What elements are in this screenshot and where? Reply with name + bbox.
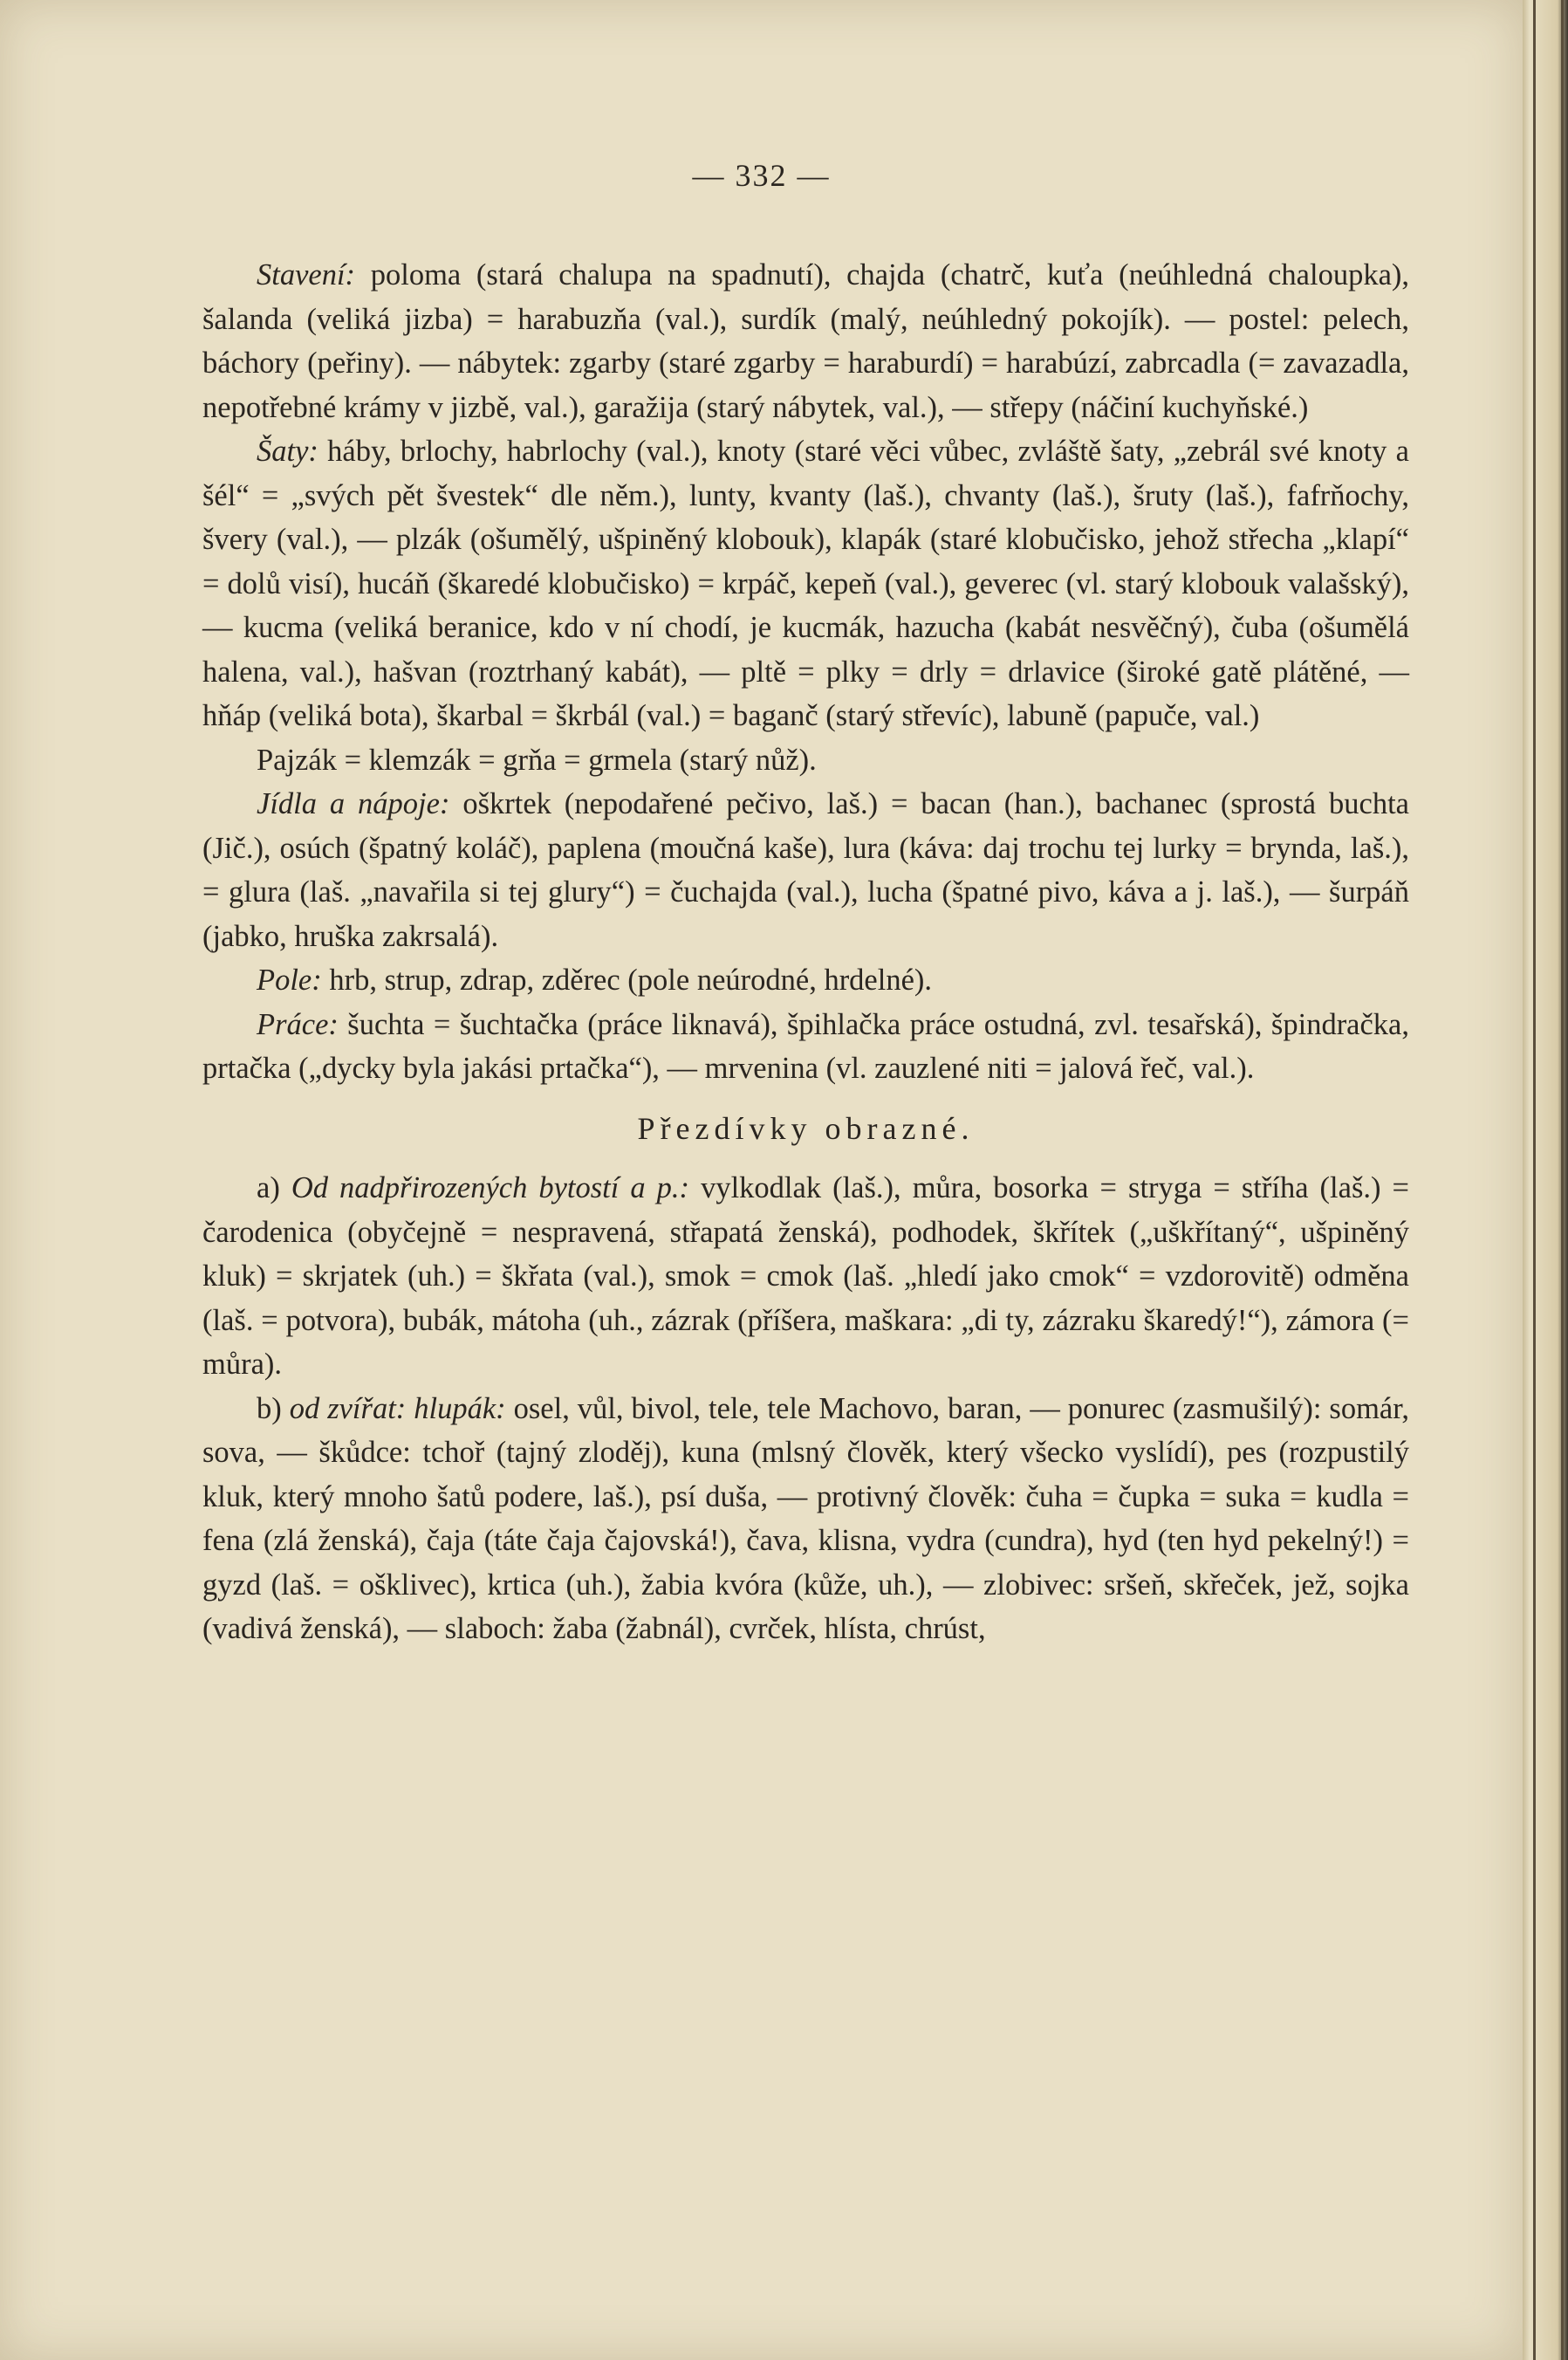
paragraph-text: Pajzák = klemzák = grňa = grmela (starý nůž).: [257, 743, 817, 777]
section-label: b): [257, 1391, 290, 1425]
section-b: [202, 1387, 1409, 1651]
section-term: od zvířat: hlupák:: [289, 1391, 506, 1425]
section-term: Od nadpřirozených bytostí a p.:: [291, 1171, 690, 1204]
section-text: vylkodlak (laš.), můra, bosorka = stryga = stříha (laš.) = čarodenica (obyčejně = nespravená, střapatá ženská), podhodek, škřítek („uškřítaný“, ušpiněný kluk) = skrjatek (uh.) = škřata (val.), smok = cmok (laš. „hledí jako cmok“ = vzdorovitě) odměna (laš. = potvora), bubák, mátoha (uh., zázrak (příšera, maškara: „di ty, zázraku škaredý!“), zámora (= můra).: [202, 1171, 1409, 1381]
edge-line: [1561, 0, 1564, 2360]
paragraph-text: háby, brlochy, habrlochy (val.), knoty (staré věci vůbec, zvláště šaty, „zebrál své knoty a šél“ = „svých pět švestek“ dle něm.), lunty, kvanty (laš.), chvanty (laš.), šruty (laš.), fafrňochy, švery (val.), — plzák (ošumělý, ušpiněný klobouk), klapák (staré klobučisko, jehož střecha „klapí“ = dolů visí), hucáň (škaredé klobučisko) = krpáč, kepeň (val.), geverec (vl. starý klobouk valašský), — kucma (veliká beranice, kdo v ní chodí, je kucmák, hazucha (kabát nesvěčný), čuba (ošumělá halena, val.), hašvan (roztrhaný kabát), — pltě = plky = drly = drlavice (široké gatě plátěné, — hňáp (veliká bota), škarbal = škrbál (val.) = baganč (starý střevíc), labuně (papuče, val.): [202, 435, 1409, 732]
term-pole: Pole:: [257, 964, 322, 997]
paragraph-text: poloma (stará chalupa na spadnutí), chajda (chatrč, kuťa (neúhledná chaloupka), šalanda (veliká jizba) = harabuzňa (val.), surdík (malý, neúhledný pokojík). — postel: pelech, báchory (peřiny). — nábytek: zgarby (staré zgarby = haraburdí) = harabúzí, zabrcadla (= zavazadla, nepotřebné krámy v jizbě, val.), garažija (starý nábytek, val.), — střepy (náčiní kuchyňské.): [202, 258, 1409, 424]
edge-line: [1533, 0, 1536, 2360]
paragraph-saty: [202, 429, 1409, 738]
paragraph-text: šuchta = šuchtačka (práce liknavá), špihlačka práce ostudná, zvl. tesařská), špindračka, prtačka („dycky byla jakási prtačka“), — mrvenina (vl. zauzlené niti = jalová řeč, val.).: [202, 1007, 1409, 1085]
paragraph-pajzak: [202, 738, 1409, 783]
paragraph-prace: [202, 1003, 1409, 1091]
term-jidla: Jídla a nápoje:: [257, 787, 450, 820]
term-saty: Šaty:: [257, 435, 318, 468]
paragraph-pole: [202, 958, 1409, 1003]
paragraph-staveni: [202, 253, 1409, 429]
section-a: [202, 1166, 1409, 1387]
term-prace: Práce:: [257, 1007, 339, 1041]
section-heading: Přezdívky obrazné.: [637, 1110, 975, 1146]
paragraph-text: hrb, strup, zdrap, zděrec (pole neúrodné, hrdelné).: [321, 964, 933, 997]
book-page-edge: [1523, 0, 1568, 2360]
term-staveni: Stavení:: [257, 258, 356, 292]
paragraph-jidla: [202, 782, 1409, 958]
section-label: a): [257, 1171, 291, 1204]
paragraph-text: oškrtek (nepodařené pečivo, laš.) = bacan (han.), bachanec (sprostá buchta (Jič.), osúch (špatný koláč), paplena (moučná kaše), lura (káva: daj trochu tej lurky = brynda, laš.), = glura (laš. „navařila si tej glury“) = čuchajda (val.), lucha (špatné pivo, káva a j. laš.), — šurpáň (jabko, hruška zakrsalá).: [202, 787, 1409, 953]
page-number: — 332 —: [692, 158, 831, 193]
page-body: [202, 253, 1409, 1651]
section-text: osel, vůl, bivol, tele, tele Machovo, baran, — ponurec (zasmušilý): somár, sova, — škůdce: tchoř (tajný zloděj), kuna (mlsný člověk, který všecko vyslídí), pes (rozpustilý kluk, který mnoho šatů podere, laš.), psí duša, — protivný člověk: čuha = čupka = suka = kudla = fena (zlá ženská), čaja (táte čaja čajovská!), čava, klisna, vydra (cundra), hyd (ten hyd pekelný!) = gyzd (laš. = ošklivec), krtica (uh.), žabia kvóra (kůže, uh.), — zlobivec: sršeň, skřeček, jež, sojka (vadivá ženská), — slaboch: žaba (žabnál), cvrček, hlísta, chrúst,: [202, 1391, 1409, 1645]
